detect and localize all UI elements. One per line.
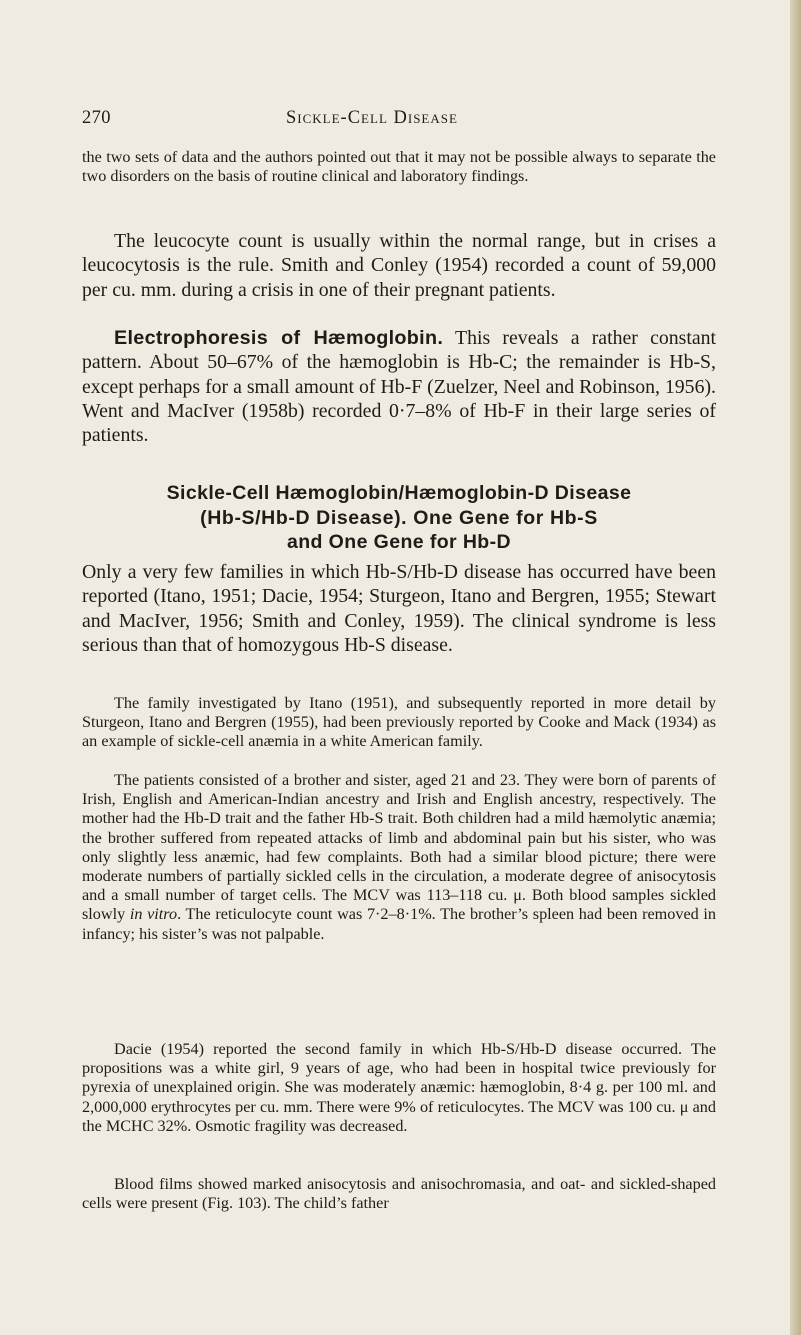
paragraph-patients-text-b: . The reticulocyte count was 7·2–8·1%. The brother’s spleen had been removed in infancy; his sister’s was not palpable.	[82, 905, 716, 943]
paragraph-patients-text-a: The patients consisted of a brother and sister, aged 21 and 23. They were born of parents of Irish, English and American-Indian ancestry and Irish and English ancestry, respectively. The mother had the Hb-D trait and the father Hb-S trait. Both children had a mild hæmolytic anæmia; the brother suffered from repeated attacks of limb and abdominal pain but his sister, who was only slightly less anæmic, had few complaints. Both had a similar blood picture; there were moderate numbers of partially sickled cells in the circulation, a moderate degree of anisocytosis and a small number of target cells. The MCV was 113–118 cu. μ. Both blood samples sickled slowly	[82, 771, 716, 924]
run-in-heading: Electrophoresis of Hæmoglobin.	[114, 327, 444, 349]
paragraph-electrophoresis-text: This reveals a rather constant pattern. About 50–67% of the hæmoglobin is Hb-C; the remainder is Hb-S, except perhaps for a small amount of Hb-F (Zuelzer, Neel and Robinson, 1956). Went and MacIver (1958b) recorded 0·7–8% of Hb-F in their large series of patients.	[82, 327, 716, 447]
section-heading	[82, 481, 716, 555]
section-heading-line-1: Sickle-Cell Hæmoglobin/Hæmoglobin-D Disease	[166, 482, 632, 504]
running-title: Sickle-Cell Disease	[286, 108, 458, 128]
italic-in-vitro: in vitro	[129, 905, 178, 924]
paragraph-blood-films: Blood films showed marked anisocytosis and anisochromasia, and oat- and sickled-shaped cells were present (Fig. 103). The child’s father	[82, 1175, 716, 1213]
section-heading-line-3: and One Gene for Hb-D	[287, 531, 511, 553]
section-heading-line-2: (Hb-S/Hb-D Disease). One Gene for Hb-S	[200, 506, 598, 529]
paragraph-patients	[82, 771, 716, 944]
paragraph-continuation: the two sets of data and the authors pointed out that it may not be possible always to separate the two disorders on the basis of routine clinical and laboratory findings.	[82, 148, 716, 186]
page-number: 270	[82, 108, 111, 128]
paragraph-leucocyte-count: The leucocyte count is usually within the normal range, but in crises a leucocytosis is the rule. Smith and Conley (1954) recorded a count of 59,000 per cu. mm. during a crisis in one of their pregnant patients.	[82, 230, 716, 301]
paragraph-itano-family: The family investigated by Itano (1951), and subsequently reported in more detail by Sturgeon, Itano and Bergren (1955), had been previously reported by Cooke and Mack (1934) as an example of sickle-cell anæmia in a white American family.	[82, 694, 716, 751]
paragraph-dacie-family: Dacie (1954) reported the second family in which Hb-S/Hb-D disease occurred. The propositions was a white girl, 9 years of age, who had been in hospital twice previously for pyrexia of unexplained origin. She was moderately anæmic: hæmoglobin, 8·4 g. per 100 ml. and 2,000,000 erythrocytes per cu. mm. There were 9% of reticulocytes. The MCV was 100 cu. μ and the MCHC 32%. Osmotic fragility was decreased.	[82, 1040, 716, 1135]
paragraph-electrophoresis	[82, 326, 716, 447]
paragraph-families-reported: Only a very few families in which Hb-S/Hb-D disease has occurred have been reported (Itano, 1951; Dacie, 1954; Sturgeon, Itano and Bergren, 1955; Stewart and MacIver, 1956; Smith and Conley, 1959). The clinical syndrome is less serious than that of homozygous Hb-S disease.	[82, 561, 716, 656]
page-edge	[790, 0, 801, 1335]
